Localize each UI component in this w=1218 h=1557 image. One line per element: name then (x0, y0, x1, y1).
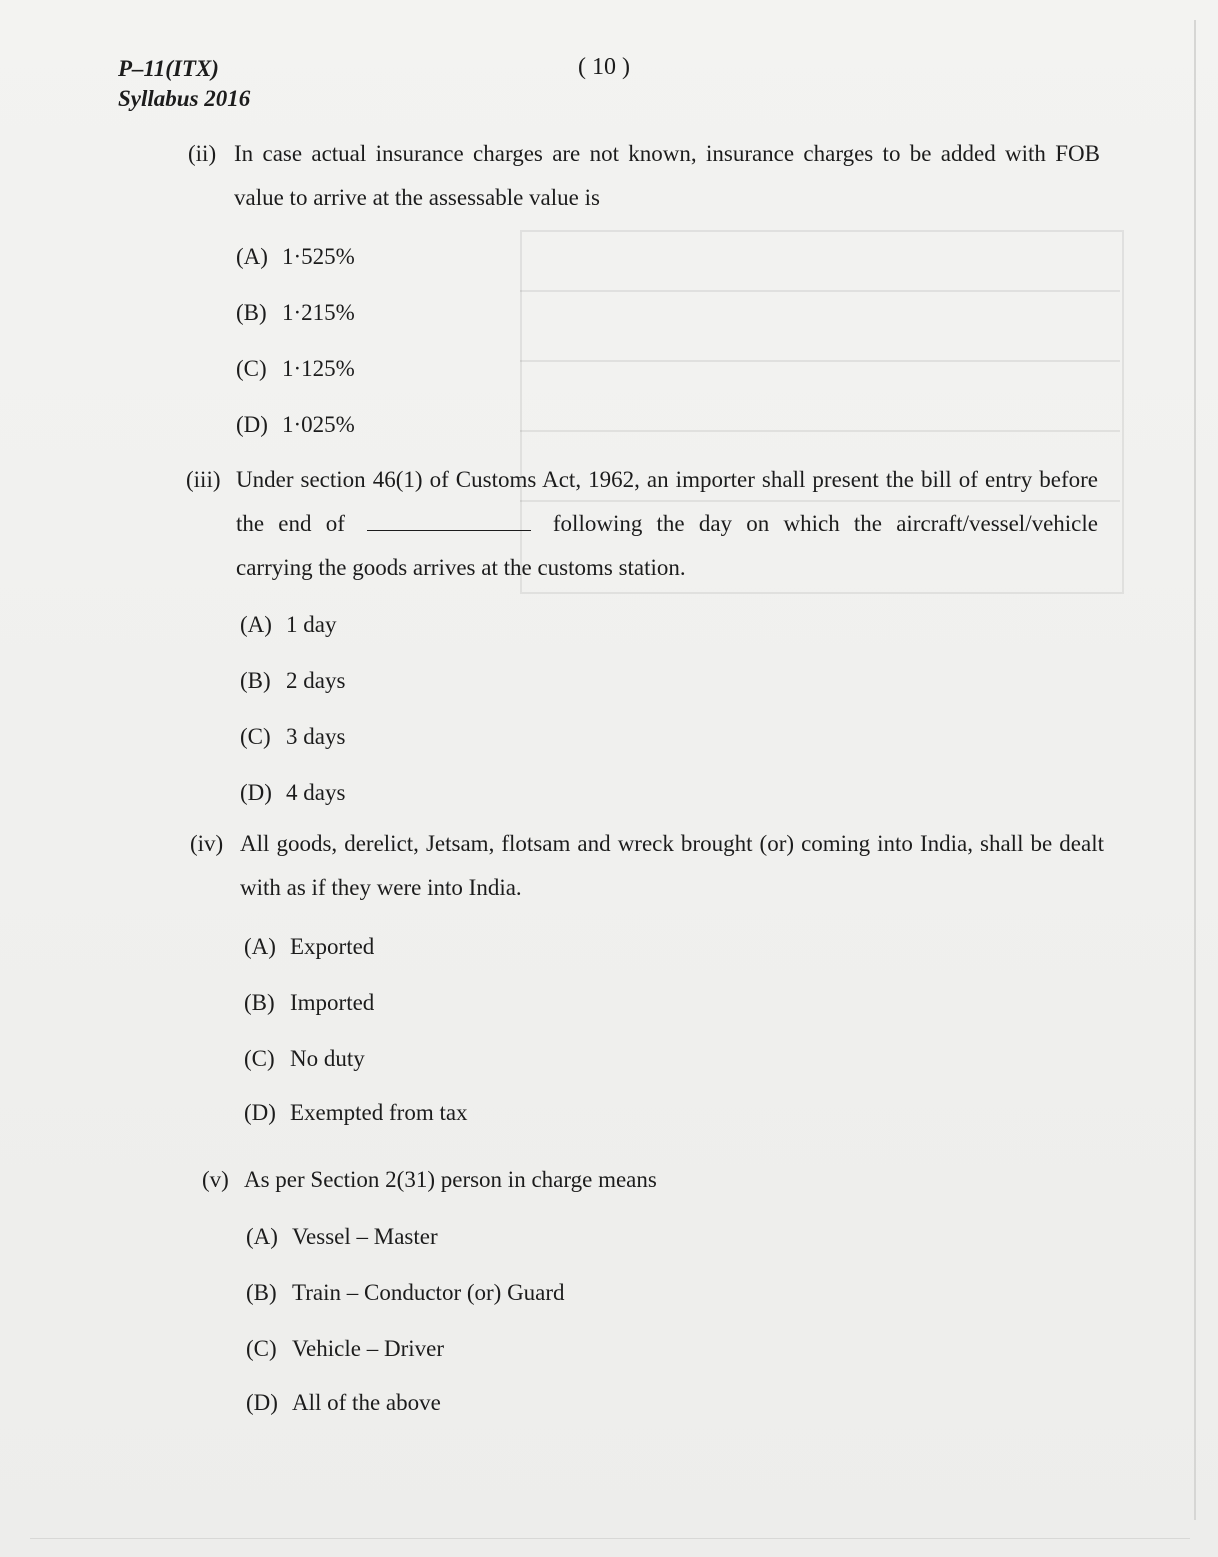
bleed-through-line (520, 430, 1120, 433)
option-text: Exempted from tax (290, 1100, 468, 1125)
question-stem: As per Section 2(31) person in charge means (244, 1167, 657, 1192)
bleed-through-line (520, 290, 1120, 293)
option-label: (D) (236, 412, 268, 437)
option-c (246, 1336, 444, 1362)
question-stem: In case actual insurance charges are not known, insurance charges to be added with FOB value to arrive at the assessable value is (234, 141, 1100, 210)
question-iv (190, 822, 1104, 910)
option-text: 1·215% (282, 300, 355, 325)
paper-code: P–11(ITX) (118, 56, 219, 81)
option-label: (C) (240, 724, 271, 749)
option-text: 4 days (286, 780, 346, 805)
fill-in-blank (367, 512, 531, 531)
option-a (236, 244, 355, 270)
option-label: (B) (246, 1280, 277, 1305)
option-text: Imported (290, 990, 375, 1015)
question-number: (iv) (190, 831, 224, 856)
option-d (244, 1100, 468, 1126)
option-label: (A) (240, 612, 272, 637)
question-ii (188, 132, 1100, 220)
question-number: (iii) (186, 467, 221, 492)
option-b (240, 668, 345, 694)
option-text: 1·525% (282, 244, 355, 269)
bleed-through-line (520, 360, 1120, 363)
option-text: 1·125% (282, 356, 355, 381)
option-d (236, 412, 355, 438)
question-stem: All goods, derelict, Jetsam, flotsam and wreck brought (or) coming into India, shall be dealt with as if they were into India. (240, 831, 1104, 900)
option-c (244, 1046, 365, 1072)
option-b (246, 1280, 565, 1306)
option-label: (B) (240, 668, 271, 693)
option-a (246, 1224, 438, 1250)
option-text: 2 days (286, 668, 346, 693)
option-label: (D) (240, 780, 272, 805)
page-edge (30, 1538, 1190, 1539)
option-label: (A) (244, 934, 276, 959)
page-number: ( 10 ) (578, 54, 630, 80)
option-label: (D) (246, 1390, 278, 1415)
option-label: (C) (244, 1046, 275, 1071)
page-edge (1194, 20, 1196, 1520)
option-text: Exported (290, 934, 375, 959)
question-stem (236, 458, 1098, 590)
option-b (236, 300, 355, 326)
option-a (244, 934, 374, 960)
option-text: No duty (290, 1046, 365, 1071)
option-label: (C) (246, 1336, 277, 1361)
option-label: (A) (246, 1224, 278, 1249)
option-d (246, 1390, 441, 1416)
option-c (236, 356, 355, 382)
stem-part-2: following the day on which the aircraft/vessel/vehicle carrying the goods arrives at the customs station. (236, 511, 1098, 580)
option-text: All of the above (292, 1390, 441, 1415)
option-label: (D) (244, 1100, 276, 1125)
option-text: 3 days (286, 724, 346, 749)
option-d (240, 780, 345, 806)
option-text: Vessel – Master (292, 1224, 438, 1249)
option-label: (B) (244, 990, 275, 1015)
option-c (240, 724, 345, 750)
option-text: 1·025% (282, 412, 355, 437)
option-text: 1 day (286, 612, 337, 637)
question-v (202, 1158, 1044, 1202)
option-b (244, 990, 374, 1016)
option-label: (C) (236, 356, 267, 381)
syllabus-label: Syllabus 2016 (118, 86, 251, 111)
option-label: (B) (236, 300, 267, 325)
option-a (240, 612, 336, 638)
option-label: (A) (236, 244, 268, 269)
option-text: Train – Conductor (or) Guard (292, 1280, 565, 1305)
question-number: (ii) (188, 141, 217, 166)
question-number: (v) (202, 1167, 229, 1192)
question-iii (186, 458, 1098, 590)
stem-part-1: Under section 46(1) of Customs Act, 1962, an importer shall present the bill of entry before the end of (236, 467, 1098, 536)
option-text: Vehicle – Driver (292, 1336, 444, 1361)
